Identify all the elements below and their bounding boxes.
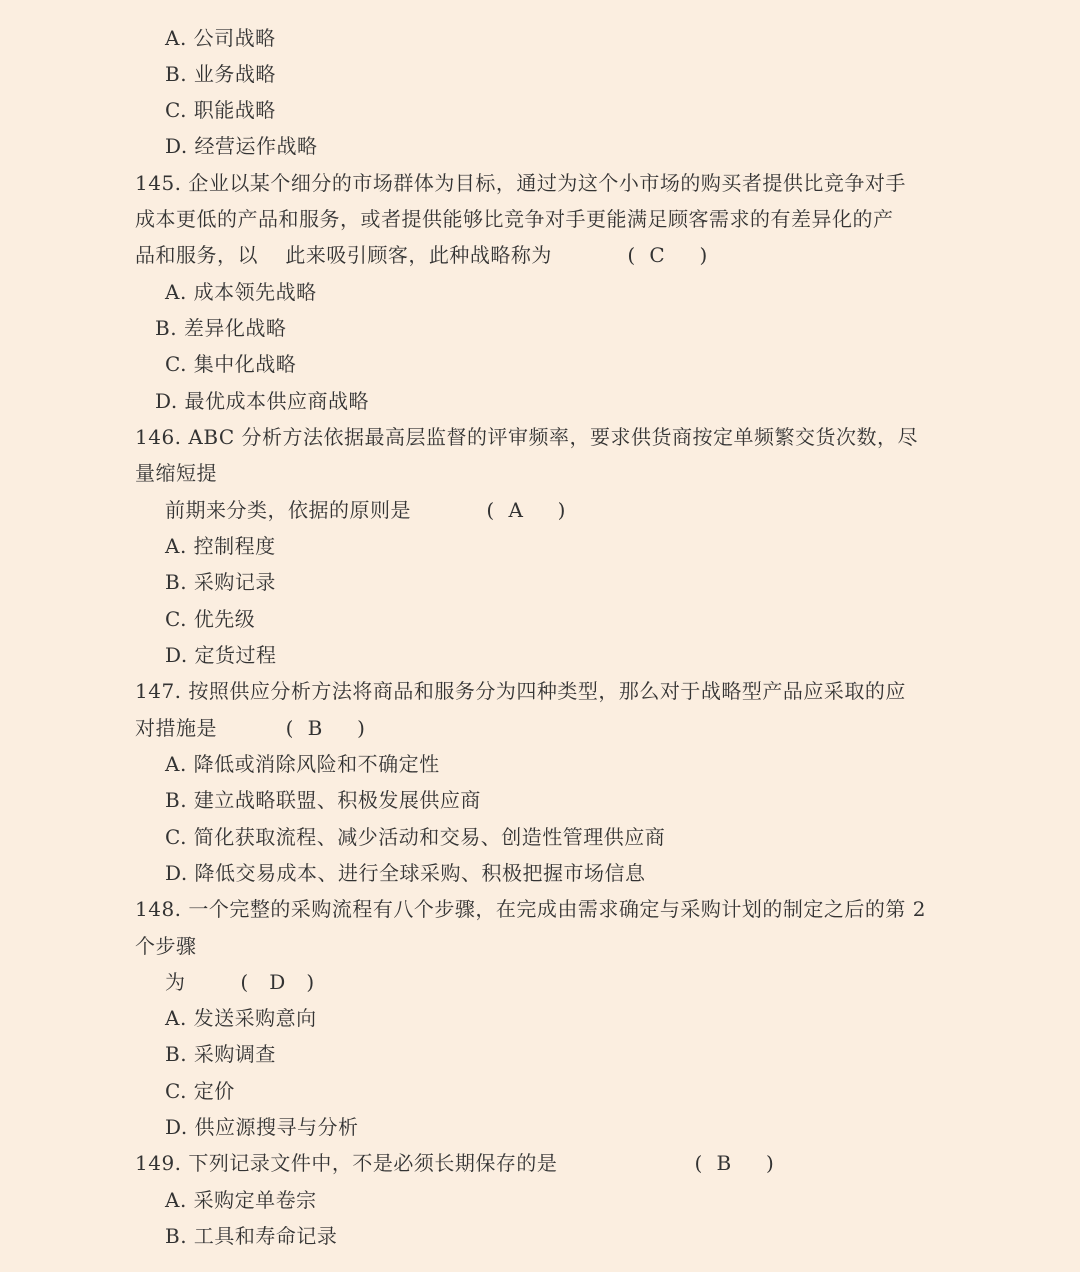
option-d-line: D. 降低交易成本、进行全球采购、积极把握市场信息 (165, 861, 646, 885)
option-c-line: C. 简化获取流程、减少活动和交易、创造性管理供应商 (165, 825, 666, 849)
question-148-line-1: 148. 一个完整的采购流程有八个步骤，在完成由需求确定与采购计划的制定之后的第 2 (135, 897, 926, 921)
option-a-line: A. 控制程度 (165, 534, 276, 558)
question-147-line-2: 对措施是 ( B ) (135, 716, 366, 740)
option-b-line: B. 建立战略联盟、积极发展供应商 (165, 788, 481, 812)
option-a-line: A. 公司战略 (165, 26, 276, 50)
option-a-line: A. 发送采购意向 (165, 1006, 317, 1030)
question-149-line-1: 149. 下列记录文件中，不是必须长期保存的是 ( B ) (135, 1151, 775, 1175)
option-c-line: C. 定价 (165, 1079, 235, 1103)
option-b-line: B. 差异化战略 (155, 316, 287, 340)
option-b-line: B. 采购调查 (165, 1042, 276, 1066)
question-146-line-2: 量缩短提 (135, 461, 217, 485)
option-a-line: A. 降低或消除风险和不确定性 (165, 752, 440, 776)
option-a-line: A. 采购定单卷宗 (165, 1188, 317, 1212)
question-148-line-3: 为 ( D ) (165, 970, 315, 994)
option-d-line: D. 定货过程 (165, 643, 277, 667)
option-d-line: D. 最优成本供应商战略 (155, 389, 370, 413)
question-147-line-1: 147. 按照供应分析方法将商品和服务分为四种类型，那么对于战略型产品应采取的应 (135, 679, 906, 703)
question-145-line-2: 成本更低的产品和服务，或者提供能够比竞争对手更能满足顾客需求的有差异化的产 (135, 207, 894, 231)
option-d-line: D. 供应源搜寻与分析 (165, 1115, 359, 1139)
option-a-line: A. 成本领先战略 (165, 280, 317, 304)
question-146-line-3: 前期来分类，依据的原则是 ( A ) (165, 498, 566, 522)
option-c-line: C. 优先级 (165, 607, 256, 631)
question-145-line-3: 品和服务，以 此来吸引顾客，此种战略称为 ( C ) (135, 243, 708, 267)
question-145-line-1: 145. 企业以某个细分的市场群体为目标，通过为这个小市场的购买者提供比竞争对手 (135, 171, 906, 195)
question-146-line-1: 146. ABC 分析方法依据最高层监督的评审频率，要求供货商按定单频繁交货次数，尽 (135, 425, 919, 449)
option-b-line: B. 业务战略 (165, 62, 276, 86)
option-d-line: D. 经营运作战略 (165, 134, 318, 158)
option-b-line: B. 工具和寿命记录 (165, 1224, 338, 1248)
question-148-line-2: 个步骤 (135, 934, 197, 958)
option-c-line: C. 职能战略 (165, 98, 276, 122)
option-b-line: B. 采购记录 (165, 570, 276, 594)
option-c-line: C. 集中化战略 (165, 352, 297, 376)
